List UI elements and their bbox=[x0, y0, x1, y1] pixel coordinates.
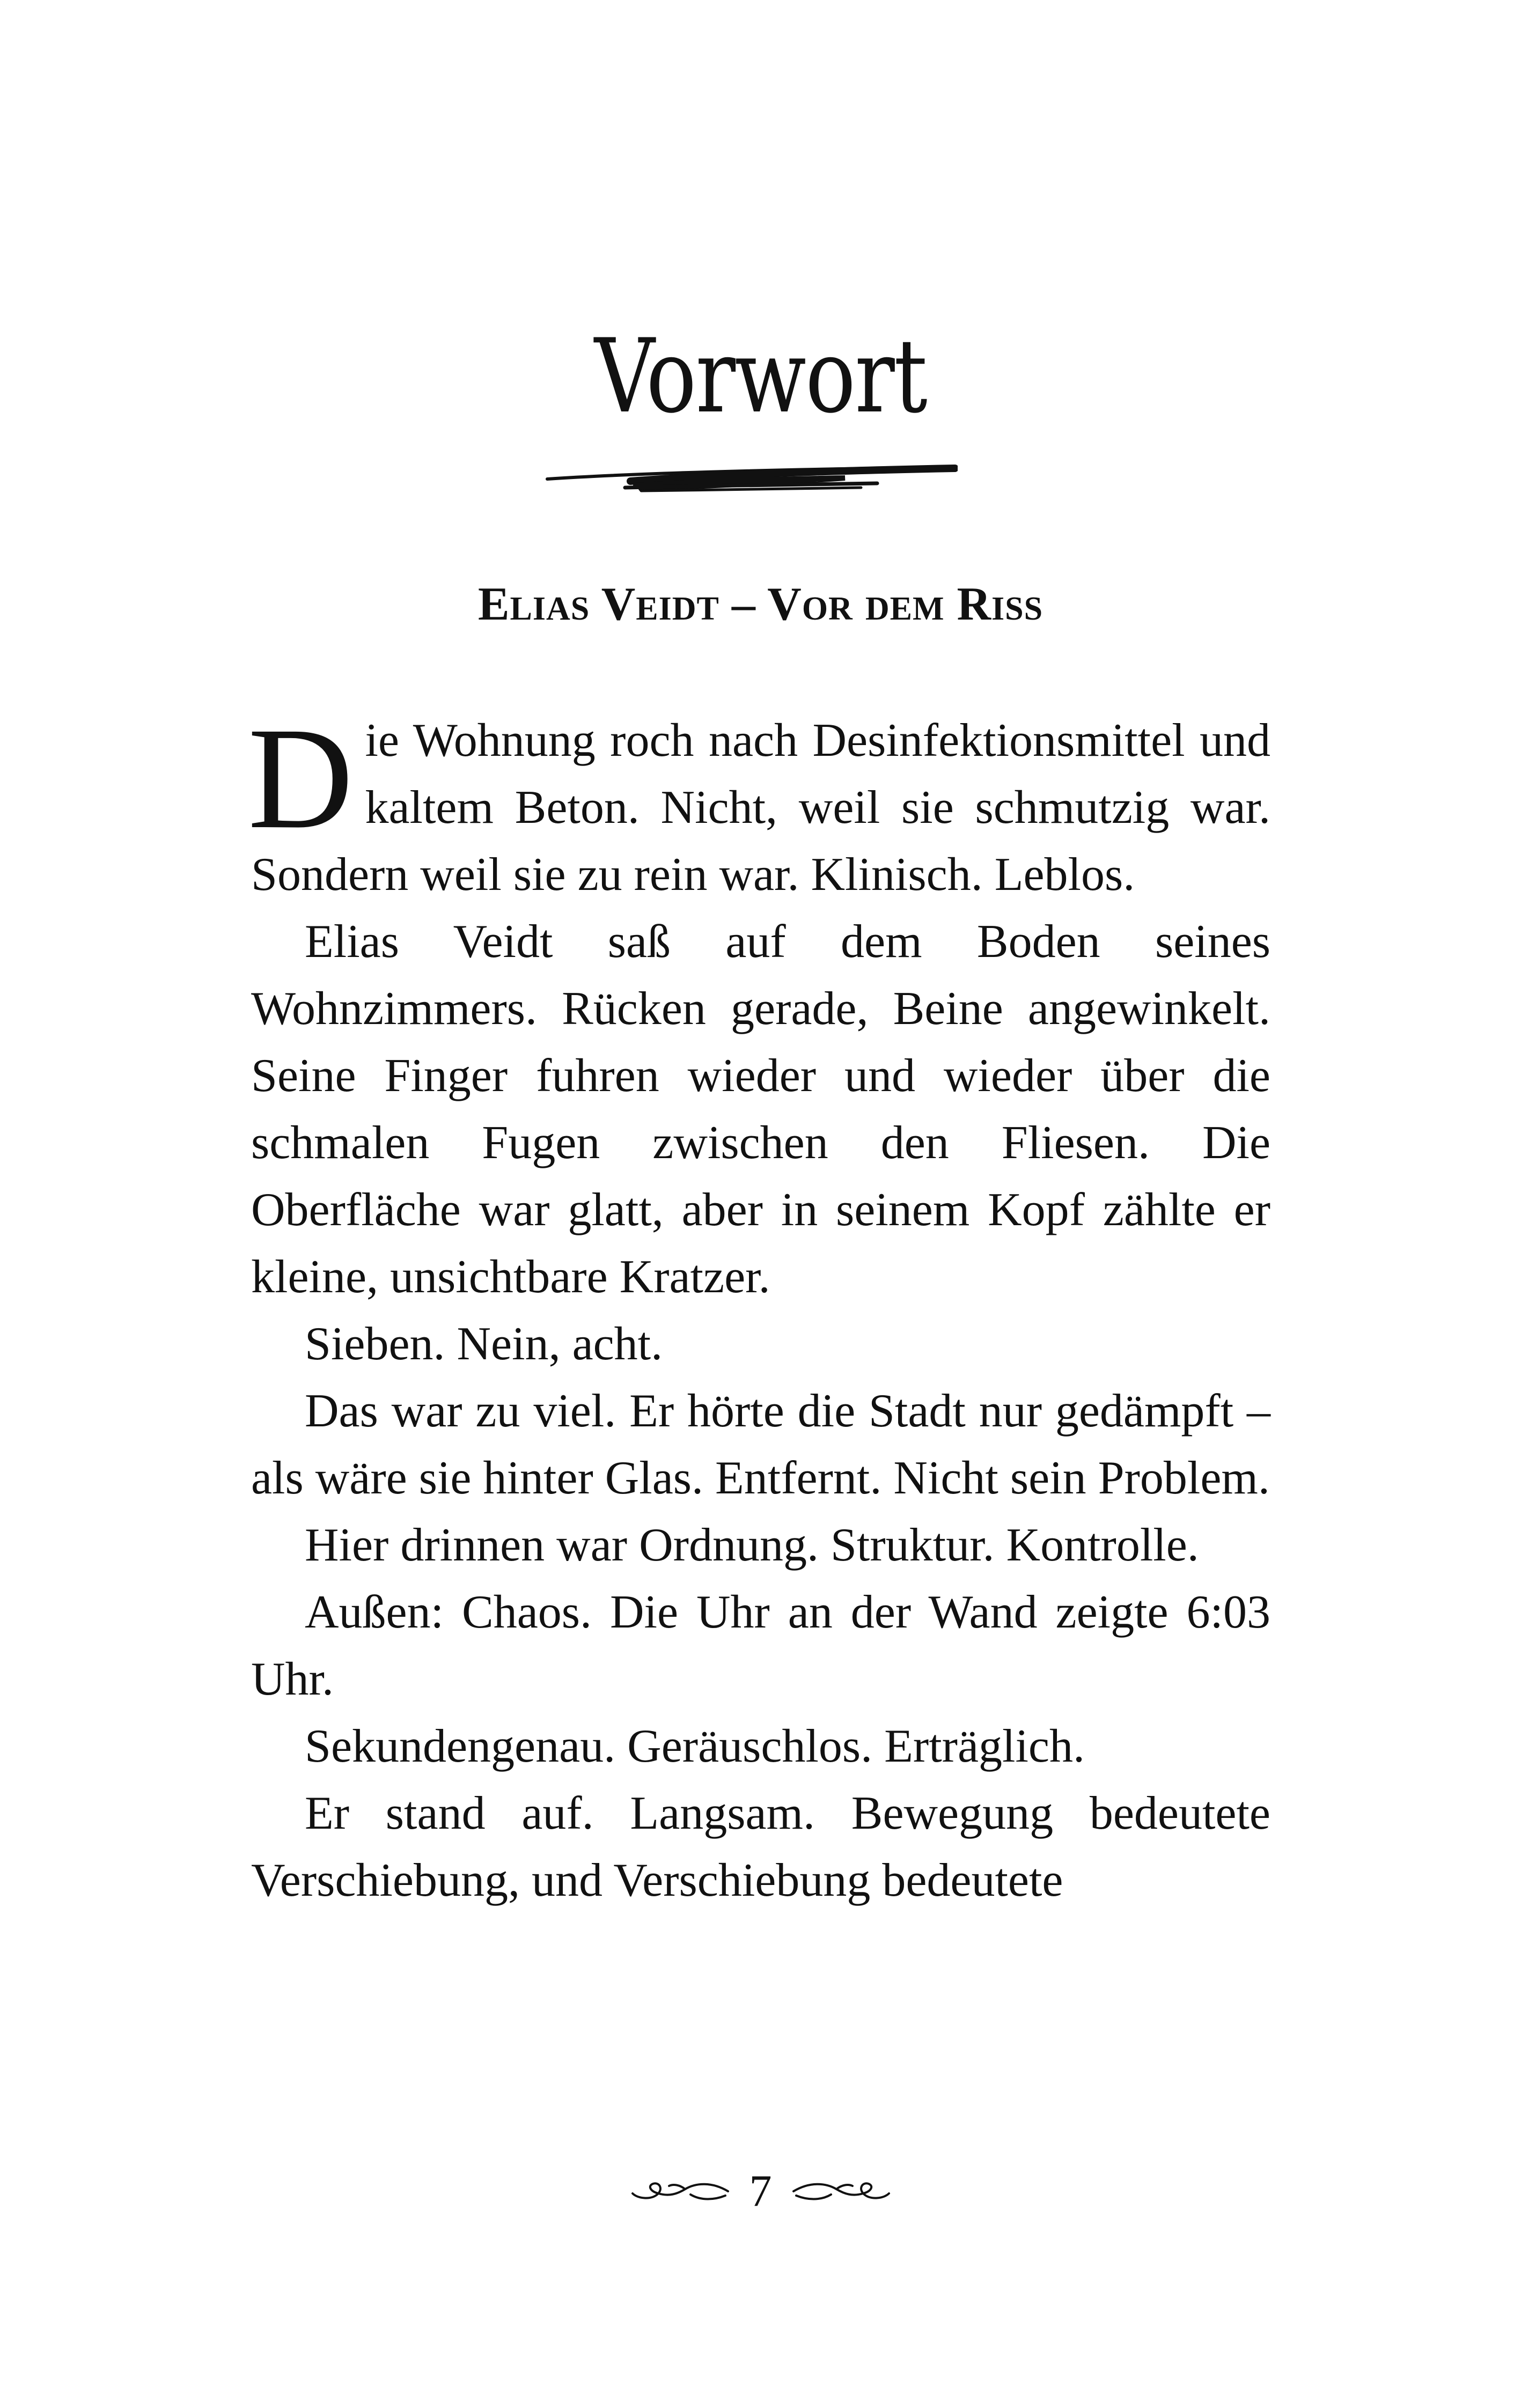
drop-cap: D bbox=[248, 697, 354, 859]
paragraph-1 bbox=[248, 697, 1270, 908]
body-text bbox=[248, 697, 1270, 1914]
paragraph: Er stand auf. Langsam. Bewegung bedeutete Verschiebung, und Verschiebung bedeutete bbox=[251, 1787, 1270, 1906]
page-footer bbox=[0, 2159, 1521, 2223]
flourish-right-icon bbox=[788, 2170, 895, 2213]
paragraph: Elias Veidt saß auf dem Boden seines Wohnzimmers. Rücken gerade, Beine angewinkelt. Seine Finger fuhren wieder und wieder über die schmalen Fugen zwischen den Fliesen. Die Oberfläche war glatt, aber in seinem Kopf zählte er kleine, unsichtbare Kratzer. bbox=[251, 916, 1270, 1303]
paragraph-1-text: ie Wohnung roch nach Desinfektionsmittel und kaltem Beton. Nicht, weil sie schmutzig war. Sondern weil sie zu rein war. Klinisch. Leblos. bbox=[251, 715, 1270, 901]
paragraph: Hier drinnen war Ordnung. Struktur. Kontrolle. bbox=[305, 1519, 1199, 1571]
brush-stroke-divider bbox=[545, 448, 958, 502]
flourish-left-icon bbox=[626, 2170, 733, 2213]
page-number: 7 bbox=[749, 2166, 772, 2216]
chapter-title: Vorwort bbox=[594, 317, 927, 436]
paragraph: Sieben. Nein, acht. bbox=[305, 1318, 663, 1370]
paragraph: Sekundengenau. Geräuschlos. Erträglich. bbox=[305, 1720, 1085, 1772]
chapter-subtitle: Elias Veidt – Vor dem Riss bbox=[477, 578, 1044, 630]
paragraph: Außen: Chaos. Die Uhr an der Wand zeigte 6:03 Uhr. bbox=[251, 1586, 1270, 1705]
paragraph: Das war zu viel. Er hörte die Stadt nur gedämpft – als wäre sie hinter Glas. Entfernt. Nicht sein Problem. bbox=[251, 1385, 1270, 1504]
